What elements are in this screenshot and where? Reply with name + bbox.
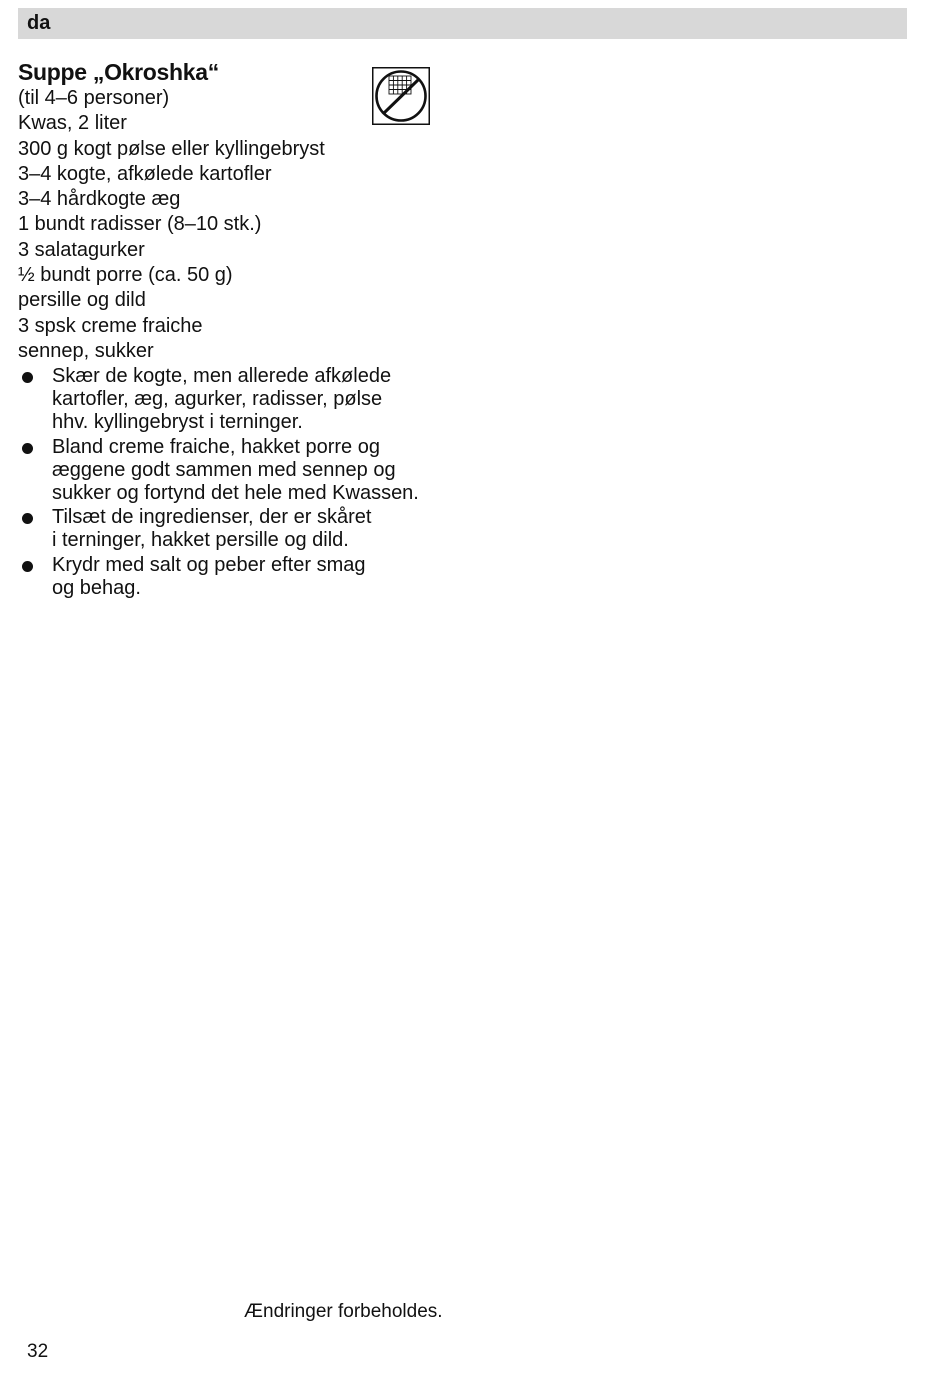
ingredient-list [18, 86, 325, 364]
bullet-dot-icon [22, 513, 33, 524]
ingredient-item: 3 salatagurker [18, 238, 145, 261]
step-line: i terninger, hakket persille og dild. [52, 529, 349, 551]
ingredient-item: ½ bundt porre (ca. 50 g) [18, 264, 233, 287]
ingredient-item: Kwas, 2 liter [18, 112, 127, 135]
step-line: og behag. [52, 576, 141, 599]
language-code: da [27, 12, 51, 34]
bullet-dot-icon [22, 443, 33, 454]
step-line: Krydr med salt og peber efter smag [52, 553, 366, 576]
ingredient-item: 1 bundt radisser (8–10 stk.) [18, 213, 262, 236]
language-header-bar [18, 8, 907, 39]
ingredient-item: sennep, sukker [18, 339, 154, 362]
instruction-step [18, 436, 478, 505]
ingredient-item: 3–4 kogte, afkølede kartofler [18, 162, 272, 185]
bullet-dot-icon [22, 372, 33, 383]
instruction-step [18, 365, 478, 434]
ingredient-item: 3 spsk creme fraiche [18, 314, 203, 337]
recipe-title: Suppe „Okroshka“ [18, 59, 219, 85]
step-line: sukker og fortynd det hele med Kwassen. [52, 481, 419, 504]
instruction-step [18, 506, 478, 552]
ingredient-item: 300 g kogt pølse eller kyllingebryst [18, 137, 325, 160]
bullet-dot-icon [22, 561, 33, 572]
step-line: Skær de kogte, men allerede afkølede [52, 365, 392, 387]
no-dicing-grid-icon [372, 67, 430, 125]
footer-note: Ændringer forbeholdes. [244, 1301, 443, 1322]
instruction-step [18, 554, 478, 600]
ingredient-item: 3–4 hårdkogte æg [18, 188, 181, 211]
step-line: Tilsæt de ingredienser, der er skåret [52, 506, 372, 528]
step-line: kartofler, æg, agurker, radisser, pølse [52, 388, 383, 410]
ingredient-servings: (til 4–6 personer) [18, 87, 170, 109]
step-line: Bland creme fraiche, hakket porre og [52, 435, 380, 458]
step-line: æggene godt sammen med sennep og [52, 458, 396, 481]
instruction-steps [18, 365, 478, 601]
page-number: 32 [27, 1341, 49, 1362]
step-line: hhv. kyllingebryst i terninger. [52, 411, 303, 433]
ingredient-item: persille og dild [18, 289, 146, 312]
